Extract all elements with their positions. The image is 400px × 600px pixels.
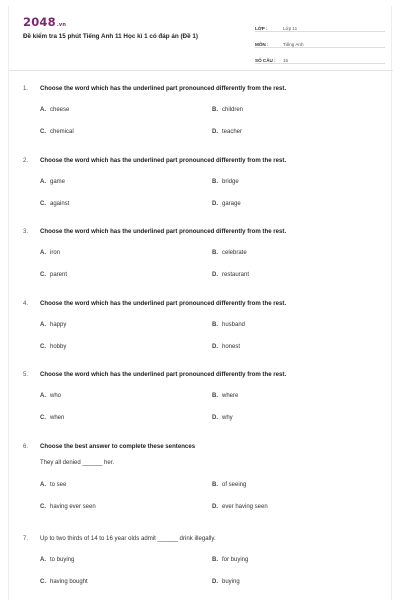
option-text: bridge [222, 179, 239, 185]
answer-option[interactable] [40, 504, 96, 510]
meta-value: Tiếng Anh [283, 42, 304, 47]
question-prompt: Up to two thirds of 14 to 16 year olds admit ______ drink illegally. [40, 535, 216, 542]
answer-option[interactable] [40, 344, 66, 350]
option-text: iron [50, 250, 61, 256]
answer-option[interactable] [40, 393, 61, 399]
question-number: 4. [23, 300, 29, 307]
option-letter: C. [40, 504, 46, 510]
question-number: 1. [23, 85, 29, 92]
meta-key: SỐ CÂU : [255, 58, 276, 63]
answer-option[interactable] [40, 201, 69, 207]
meta-key: LỚP : [255, 26, 268, 31]
option-letter: A. [40, 179, 46, 185]
option-text: who [50, 393, 62, 399]
answer-option[interactable] [212, 579, 240, 585]
option-text: of seeing [222, 482, 247, 488]
question-prompt: Choose the word which has the underlined part pronounced differently from the rest. [40, 371, 287, 378]
answer-option[interactable] [212, 272, 249, 278]
option-letter: B. [212, 482, 218, 488]
option-letter: B. [212, 250, 218, 256]
question-number: 7. [23, 535, 29, 542]
option-text: hobby [50, 344, 67, 350]
answer-option[interactable] [40, 272, 67, 278]
answer-option[interactable] [212, 482, 246, 488]
logo-suffix: .vn [56, 22, 67, 28]
answer-option[interactable] [40, 250, 60, 256]
option-text: having ever seen [50, 504, 96, 510]
option-letter: B. [212, 179, 218, 185]
question-number: 5. [23, 371, 29, 378]
logo-main: 2048 [23, 15, 56, 29]
option-letter: D. [212, 344, 218, 350]
option-text: happy [50, 322, 67, 328]
answer-option[interactable] [40, 107, 69, 113]
option-letter: A. [40, 482, 46, 488]
answer-option[interactable] [40, 322, 66, 328]
meta-row-class [255, 19, 385, 32]
option-letter: C. [40, 579, 46, 585]
answer-option[interactable] [212, 322, 245, 328]
option-letter: C. [40, 272, 46, 278]
option-letter: D. [212, 504, 218, 510]
site-logo[interactable] [23, 15, 66, 29]
option-text: against [50, 201, 70, 207]
option-text: celebrate [222, 250, 247, 256]
option-text: restaurant [222, 272, 250, 278]
option-text: to see [50, 482, 67, 488]
question-prompt: Choose the best answer to complete these sentences [40, 443, 196, 450]
meta-row-count [255, 51, 385, 64]
answer-option[interactable] [212, 415, 233, 421]
question-stem: They all denied ______ her. [40, 460, 115, 466]
option-letter: D. [212, 415, 218, 421]
header [9, 6, 393, 68]
option-letter: D. [212, 201, 218, 207]
option-letter: C. [40, 201, 46, 207]
option-text: why [222, 415, 233, 421]
option-letter: A. [40, 322, 46, 328]
option-letter: B. [212, 557, 218, 563]
option-letter: C. [40, 415, 46, 421]
option-text: parent [50, 272, 68, 278]
option-letter: B. [212, 107, 218, 113]
answer-option[interactable] [212, 201, 241, 207]
answer-option[interactable] [40, 579, 88, 585]
option-text: when [50, 415, 65, 421]
option-text: for buying [222, 557, 249, 563]
answer-option[interactable] [212, 557, 248, 563]
option-text: garage [222, 201, 241, 207]
meta-key: MÔN : [255, 42, 269, 47]
option-letter: B. [212, 322, 218, 328]
option-letter: A. [40, 393, 46, 399]
answer-option[interactable] [212, 129, 242, 135]
option-text: cheese [50, 107, 70, 113]
option-text: ever having seen [222, 504, 268, 510]
question-number: 6. [23, 443, 29, 450]
option-letter: A. [40, 250, 46, 256]
answer-option[interactable] [40, 482, 66, 488]
exam-sheet [8, 6, 392, 600]
question-number: 3. [23, 228, 29, 235]
answer-option[interactable] [212, 179, 239, 185]
page-title: Đề kiểm tra 15 phút Tiếng Anh 11 Học kì 1 có đáp án (Đề 1) [23, 33, 198, 40]
header-divider [9, 70, 393, 71]
meta-value: Lớp 11 [283, 26, 298, 31]
option-text: husband [222, 322, 246, 328]
answer-option[interactable] [212, 393, 238, 399]
option-text: having bought [50, 579, 88, 585]
question-prompt: Choose the word which has the underlined part pronounced differently from the rest. [40, 157, 287, 164]
option-letter: B. [212, 393, 218, 399]
question-prompt: Choose the word which has the underlined part pronounced differently from the rest. [40, 300, 287, 307]
answer-option[interactable] [212, 250, 247, 256]
option-text: teacher [222, 129, 243, 135]
question-number: 2. [23, 157, 29, 164]
option-letter: A. [40, 107, 46, 113]
option-letter: D. [212, 129, 218, 135]
option-text: to buying [50, 557, 75, 563]
option-text: buying [222, 579, 240, 585]
option-text: chemical [50, 129, 74, 135]
question-prompt: Choose the word which has the underlined part pronounced differently from the rest. [40, 85, 287, 92]
option-text: honest [222, 344, 241, 350]
question-prompt: Choose the word which has the underlined part pronounced differently from the rest. [40, 228, 287, 235]
option-text: where [222, 393, 239, 399]
meta-value: 15 [283, 58, 289, 63]
option-letter: A. [40, 557, 46, 563]
answer-option[interactable] [40, 557, 74, 563]
option-letter: C. [40, 129, 46, 135]
option-letter: C. [40, 344, 46, 350]
meta-info [255, 19, 385, 67]
option-text: game [50, 179, 66, 185]
option-text: children [222, 107, 244, 113]
answer-option[interactable] [40, 415, 64, 421]
option-letter: D. [212, 272, 218, 278]
answer-option[interactable] [212, 504, 268, 510]
option-letter: D. [212, 579, 218, 585]
answer-option[interactable] [40, 129, 74, 135]
answer-option[interactable] [212, 107, 243, 113]
answer-option[interactable] [212, 344, 240, 350]
meta-row-subject [255, 35, 385, 48]
answer-option[interactable] [40, 179, 65, 185]
